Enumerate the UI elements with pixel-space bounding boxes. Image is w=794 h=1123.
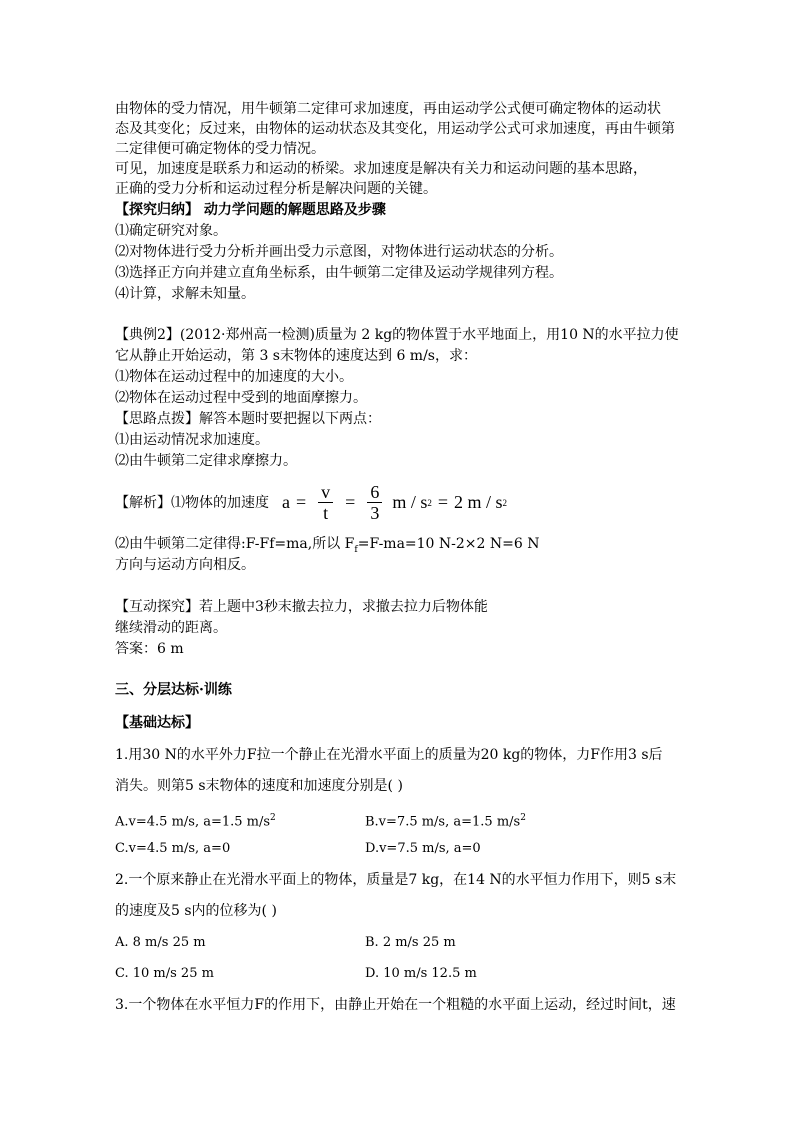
solution-line: 【解析】⑴物体的加速度	[115, 495, 269, 511]
option-b: B. 2 m/s 25 m	[365, 935, 456, 950]
option-c: C. 10 m/s 25 m	[115, 966, 214, 981]
question-line: 3.一个物体在水平恒力F的作用下，由静止开始在一个粗糙的水平面上运动，经过时间t，速	[115, 997, 676, 1013]
answer-line: 答案：6 m	[115, 641, 184, 657]
formula-denominator: 3	[370, 503, 380, 523]
question-line: 的速度及5 s内的位移为( )	[115, 903, 277, 919]
formula-fraction	[318, 482, 333, 523]
formula-exponent: 2	[502, 497, 507, 508]
section-heading: 【探究归纳】 动力学问题的解题思路及步骤	[115, 202, 386, 218]
extension-line: 继续滑动的距离。	[115, 620, 227, 636]
option-d: D.v=7.5 m/s, a=0	[365, 841, 481, 856]
solution-text: ⑵由牛顿第二定律得:F-Ff=ma,所以 F	[115, 536, 355, 552]
option-b: B.v=7.5 m/s, a=1.5 $m/s^2$	[365, 813, 526, 830]
paragraph-line: 二定律便可确定物体的受力情况。	[115, 141, 325, 157]
option-c: C.v=4.5 m/s, a=0	[115, 841, 231, 856]
subscript: f	[354, 544, 358, 555]
subsection-title: 【基础达标】	[115, 715, 199, 731]
question-line: 2.一个原来静止在光滑水平面上的物体，质量是7 kg，在14 N的水平恒力作用下，则5 s末	[115, 872, 677, 888]
formula-numerator: 6	[367, 482, 382, 503]
step-item: ⑶选择正方向并建立直角坐标系，由牛顿第二定律及运动学规律列方程。	[115, 265, 563, 281]
paragraph-line: 由物体的受力情况，用牛顿第二定律可求加速度，再由运动学公式便可确定物体的运动状	[115, 101, 661, 117]
step-item: ⑷计算，求解未知量。	[115, 286, 255, 302]
solution-text: =F-ma=10 N-2×2 N=6 N	[357, 536, 540, 552]
example-line: ⑵物体在运动过程中受到的地面摩擦力。	[115, 390, 367, 406]
formula-unit: m / s	[392, 492, 428, 512]
formula-equals: =	[345, 492, 356, 512]
question-line: 1.用30 N的水平外力F拉一个静止在光滑水平面上的质量为20 kg的物体，力F作用3 s后	[115, 747, 663, 763]
formula-value: 2 m / s	[453, 492, 503, 512]
question-line: 消失。则第5 s末物体的速度和加速度分别是( )	[115, 778, 403, 794]
hint-line: ⑵由牛顿第二定律求摩擦力。	[115, 453, 297, 469]
acceleration-formula	[282, 482, 507, 523]
paragraph-line: 态及其变化；反过来，由物体的运动状态及其变化，用运动学公式可求加速度，再由牛顿第	[115, 121, 675, 137]
formula-fraction	[367, 482, 382, 523]
section-title: 三、分层达标·训练	[115, 682, 232, 698]
formula-equals: =	[437, 492, 448, 512]
hint-line: ⑴由运动情况求加速度。	[115, 432, 269, 448]
option-a: A.v=4.5 m/s, a=1.5 $m/s^2$	[115, 813, 276, 830]
formula-lhs: a	[282, 492, 290, 512]
extension-line: 【互动探究】若上题中3秒末撤去拉力，求撤去拉力后物体能	[115, 599, 488, 615]
step-item: ⑴确定研究对象。	[115, 223, 227, 239]
formula-equals: =	[296, 492, 307, 512]
paragraph-line: 正确的受力分析和运动过程分析是解决问题的关键。	[115, 181, 437, 197]
formula-denominator: t	[323, 503, 329, 523]
step-item: ⑵对物体进行受力分析并画出受力示意图，对物体进行运动状态的分析。	[115, 244, 563, 260]
formula-numerator: v	[318, 482, 333, 503]
example-line: 它从静止开始运动，第 3 s末物体的速度达到 6 m/s，求：	[115, 348, 477, 364]
solution-line: 方向与运动方向相反。	[115, 557, 255, 573]
example-line: 【典例2】(2012·郑州高一检测)质量为 2 kg的物体置于水平地面上，用10 N的水平拉力使	[115, 327, 679, 343]
paragraph-line: 可见，加速度是联系力和运动的桥梁。求加速度是解决有关力和运动问题的基本思路，	[115, 161, 647, 177]
option-d: D. 10 m/s 12.5 m	[365, 966, 477, 981]
option-a: A. 8 m/s 25 m	[115, 935, 206, 950]
example-line: ⑴物体在运动过程中的加速度的大小。	[115, 369, 353, 385]
hint-line: 【思路点拨】解答本题时要把握以下两点：	[115, 411, 381, 427]
formula-exponent: 2	[427, 497, 432, 508]
